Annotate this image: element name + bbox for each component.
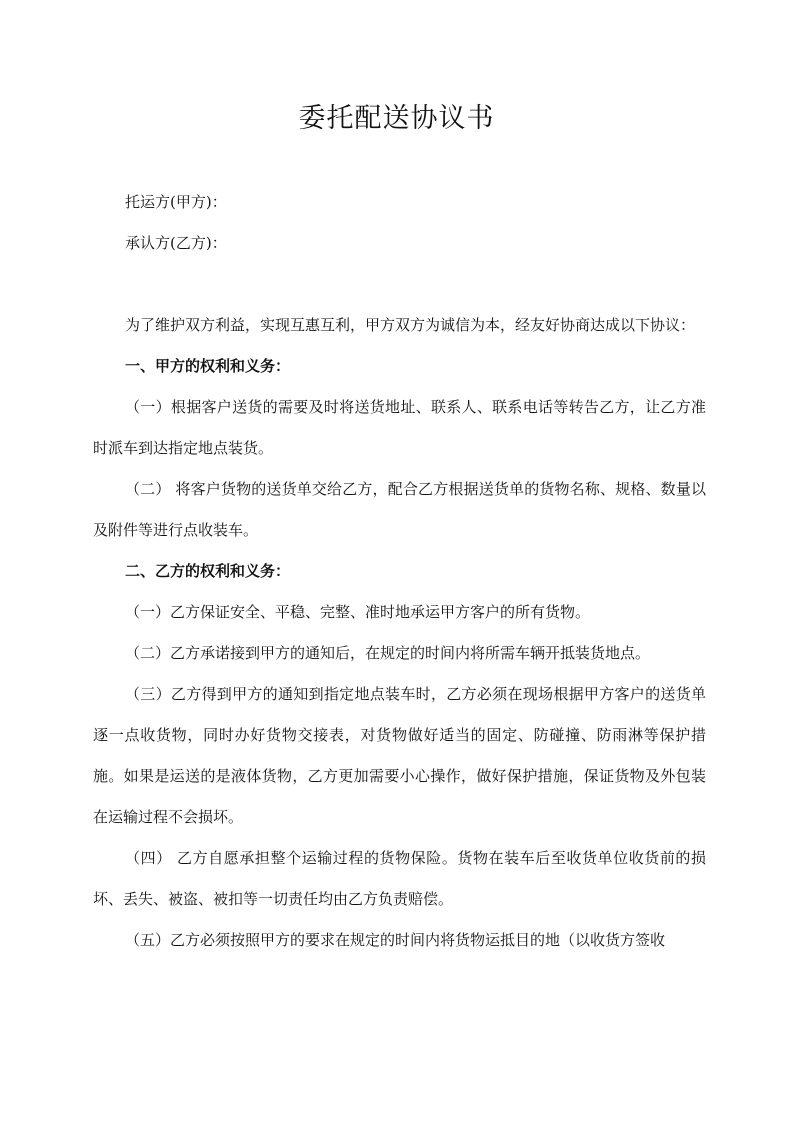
party-b-clause-3: （三）乙方得到甲方的通知到指定地点装车时，乙方必须在现场根据甲方客户的送货单逐一点收货物，同时办好货物交接表，对货物做好适当的固定、防碰撞、防雨淋等保护措施。如果是运送的是液体货物，乙方更加需要小心操作，做好保护措施，保证货物及外包装在运输过程不会损坏。 [93, 685, 706, 826]
intro-paragraph: 为了维护双方利益，实现互惠互利，甲方双方为诚信为本，经友好协商达成以下协议： [125, 316, 696, 334]
party-b-clause-2: （二）乙方承诺接到甲方的通知后，在规定的时间内将所需车辆开抵装货地点。 [125, 644, 651, 662]
party-a-clause-1: （一）根据客户送货的需要及时将送货地址、联系人、联系电话等转告乙方，让乙方准时派车到达指定地点装货。 [93, 398, 706, 457]
section-heading-party-a: 一、甲方的权利和义务： [125, 357, 291, 375]
document-title: 委托配送协议书 [298, 103, 495, 134]
party-a-clause-2: （二） 将客户货物的送货单交给乙方，配合乙方根据送货单的货物名称、规格、数量以及附件等进行点收装车。 [93, 480, 706, 539]
section-heading-party-b: 二、乙方的权利和义务： [125, 562, 291, 580]
party-b-clause-4: （四） 乙方自愿承担整个运输过程的货物保险。货物在装车后至收货单位收货前的损坏、丢失、被盗、被扣等一切责任均由乙方负责赔偿。 [93, 849, 706, 908]
party-b-clause-5: （五）乙方必须按照甲方的要求在规定的时间内将货物运抵目的地（以收货方签收 [125, 931, 666, 949]
blank-line [93, 264, 706, 305]
party-b-clause-1: （一）乙方保证安全、平稳、完整、准时地承运甲方客户的所有货物。 [125, 603, 591, 621]
document-body [93, 182, 706, 961]
carrier-party-line: 承认方(乙方)： [125, 234, 227, 252]
shipper-party-line: 托运方(甲方)： [125, 193, 227, 211]
